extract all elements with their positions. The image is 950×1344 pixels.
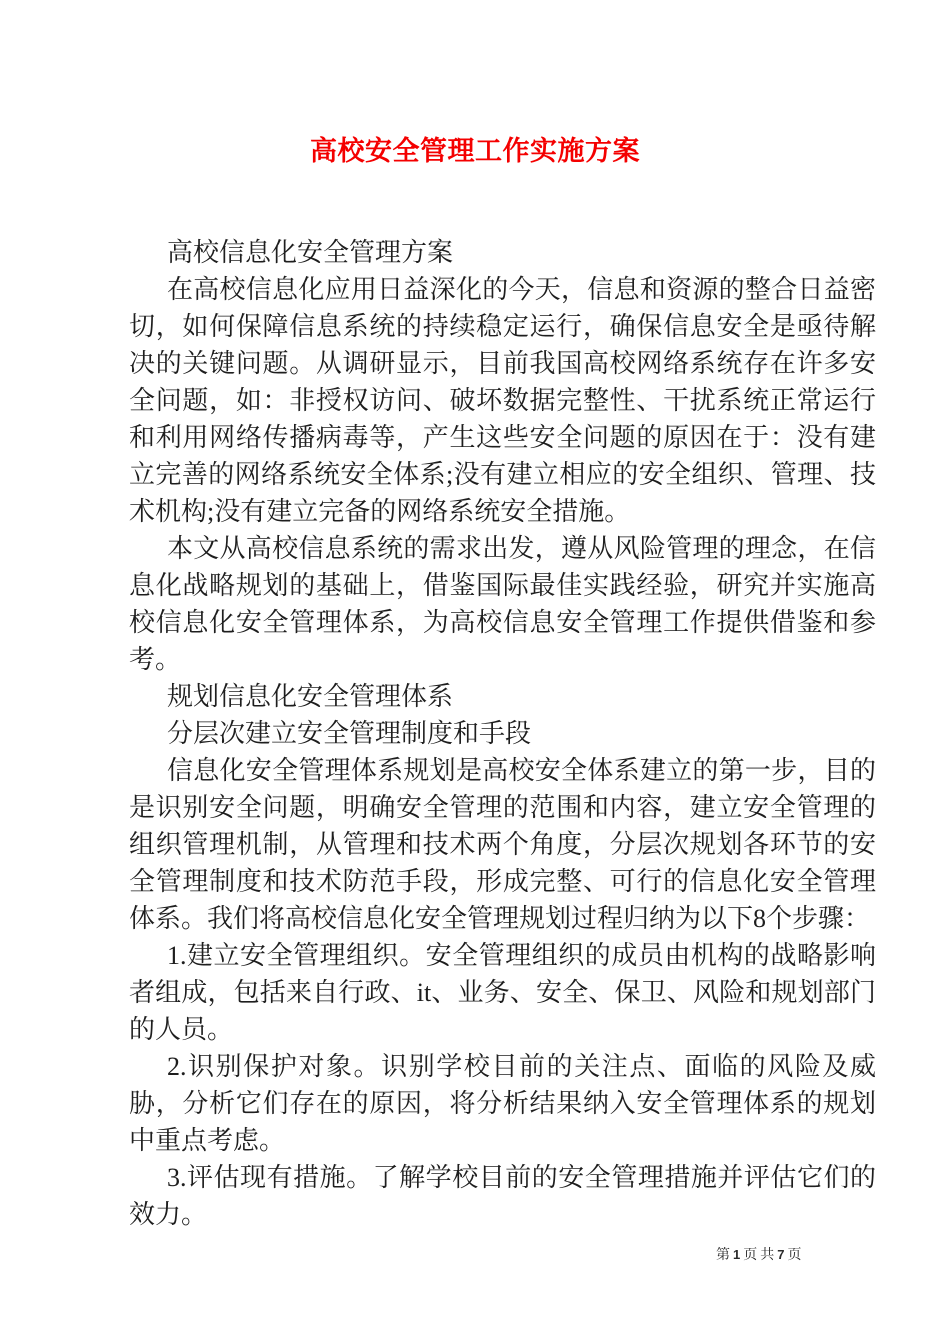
paragraph-list-item: 3.评估现有措施。了解学校目前的安全管理措施并评估它们的效力。 [129,1163,876,1229]
footer-label: 页 [743,1248,758,1263]
footer-label: 页 [787,1248,802,1263]
document-title: 高校安全管理工作实施方案 [310,136,640,166]
paragraph: 本文从高校信息系统的需求出发，遵从风险管理的理念，在信息化战略规划的基础上，借鉴国际最佳实践经验，研究并实施高校信息化安全管理体系，为高校信息安全管理工作提供借鉴和参考。 [129,534,876,674]
footer-label: 共 [760,1248,775,1263]
paragraph: 信息化安全管理体系规划是高校安全体系建立的第一步，目的是识别安全问题，明确安全管理的范围和内容，建立安全管理的组织管理机制，从管理和技术两个角度，分层次规划各环节的安全管理制度和技术防范手段，形成完整、可行的信息化安全管理体系。我们将高校信息化安全管理规划过程归纳为以下8个步骤： [129,756,876,933]
paragraph-list-item: 1.建立安全管理组织。安全管理组织的成员由机构的战略影响者组成，包括来自行政、it、业务、安全、保卫、风险和规划部门的人员。 [129,941,876,1044]
paragraph-subtitle: 高校信息化安全管理方案 [167,238,454,267]
total-pages: 7 [777,1247,785,1262]
paragraph-section-heading: 规划信息化安全管理体系 [167,682,454,711]
paragraph: 在高校信息化应用日益深化的今天，信息和资源的整合日益密切，如何保障信息系统的持续稳定运行，确保信息安全是亟待解决的关键问题。从调研显示，目前我国高校网络系统存在许多安全问题，如：非授权访问、破坏数据完整性、干扰系统正常运行和利用网络传播病毒等，产生这些安全问题的原因在于：没有建立完善的网络系统安全体系;没有建立相应的安全组织、管理、技术机构;没有建立完备的网络系统安全措施。 [129,275,876,526]
paragraph-list-item: 2.识别保护对象。识别学校目前的关注点、面临的风险及威胁，分析它们存在的原因，将分析结果纳入安全管理体系的规划中重点考虑。 [129,1052,876,1155]
page-number: 1 [733,1247,741,1262]
footer-label: 第 [716,1248,731,1263]
page-footer [715,1247,803,1264]
paragraph-section-heading: 分层次建立安全管理制度和手段 [167,719,532,748]
document-body [129,234,876,1233]
